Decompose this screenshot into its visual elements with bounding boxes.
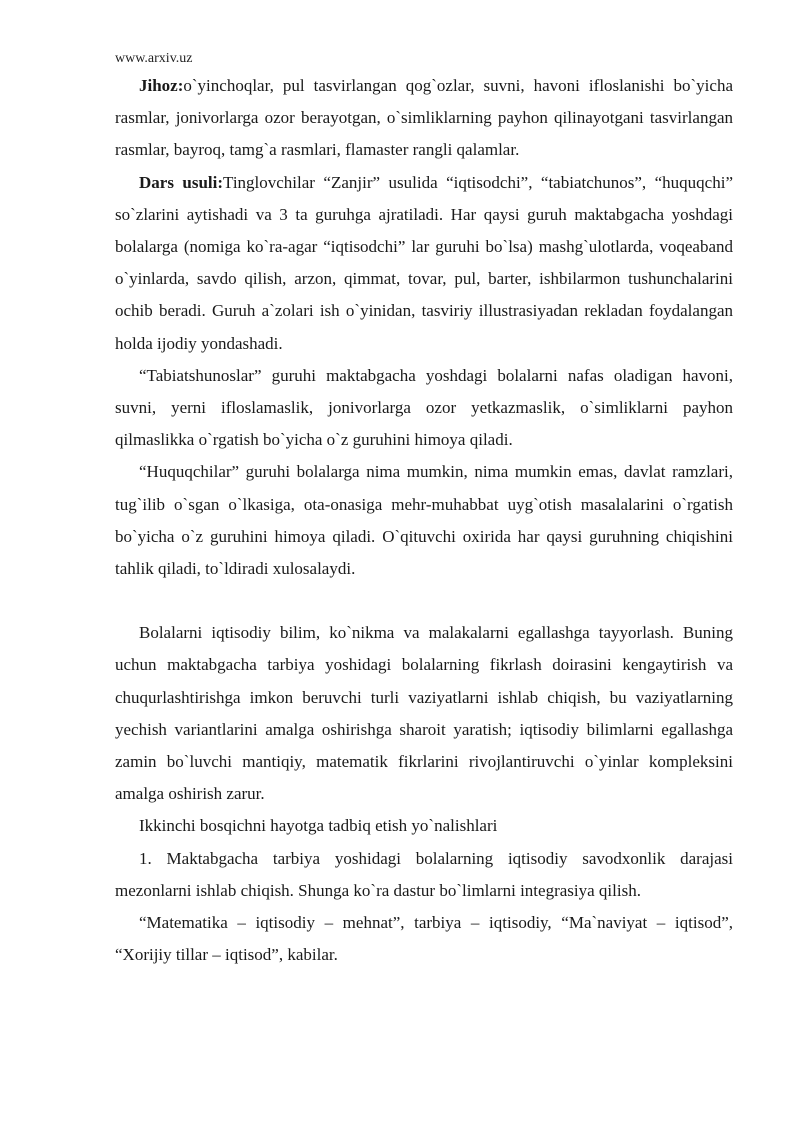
lesson-method-label: Dars usuli: <box>139 172 224 192</box>
paragraph-naturalists: “Tabiatshunoslar” guruhi maktabgacha yoshdagi bolalarni nafas oladigan havoni, suvni, yerni ifloslamaslik, jonivorlarga ozor yetkazmaslik, o`simliklarni payhon qilmaslikka o`rgatish bo`yicha o`z guruhini himoya qiladi. <box>115 365 733 450</box>
paragraph-equipment <box>115 70 733 167</box>
paragraph-list-item-1: 1. Maktabgacha tarbiya yoshidagi bolalarning iqtisodiy savodxonlik darajasi mezonlarni ishlab chiqish. Shunga ko`ra dastur bo`limlarni integrasiya qilish. <box>115 848 733 900</box>
site-url: www.arxiv.uz <box>115 51 193 66</box>
paragraph-integration-examples: “Matematika – iqtisodiy – mehnat”, tarbiya – iqtisodiy, “Ma`naviyat – iqtisod”, “Xorijiy tillar – iqtisod”, kabilar. <box>115 913 733 965</box>
document-body <box>115 70 733 971</box>
paragraph-economic-preparation: Bolalarni iqtisodiy bilim, ko`nikma va malakalarni egallashga tayyorlash. Buning uchun maktabgacha tarbiya yoshidagi bolalarning fikrlash doirasini kengaytirish va chuqurlashtirishga imkon beruvchi turli vaziyatlarni ishlab chiqish, bu vaziyatlarning yechish variantlarini amalga oshirishga sharoit yaratish; iqtisodiy bilimlarni egallashga zamin bo`luvchi mantiqiy, matematik fikrlarini rivojlantiruvchi o`yinlar kompleksini amalga oshirish zarur. <box>115 623 733 804</box>
paragraph-second-stage-heading: Ikkinchi bosqichni hayotga tadbiq etish yo`nalishlari <box>139 816 498 836</box>
paragraph-lawyers: “Huquqchilar” guruhi bolalarga nima mumkin, nima mumkin emas, davlat ramzlari, tug`ilib o`sgan o`lkasiga, ota-onasiga mehr-muhabbat uyg`otish masalalarini o`rgatish bo`yicha o`z guruhini himoya qiladi. O`qituvchi oxirida har qaysi guruhning chiqishini tahlik qiladi, to`ldiradi xulosalaydi. <box>115 462 733 579</box>
equipment-text: o`yinchoqlar, pul tasvirlangan qog`ozlar, suvni, havoni ifloslanishi bo`yicha rasmlar, jonivorlarga ozor berayotgan, o`simliklarning payhon qilinayotgani tasvirlangan rasmlar, bayroq, tamg`a rasmlari, flamaster rangli qalamlar. <box>115 76 733 160</box>
equipment-label: Jihoz: <box>139 76 184 95</box>
paragraph-lesson-method <box>115 167 733 360</box>
lesson-method-text: Tinglovchilar “Zanjir” usulida “iqtisodchi”, “tabiatchunos”, “huquqchi” so`zlarini aytishadi va 3 ta guruhga ajratiladi. Har qaysi guruh maktabgacha yoshdagi bolalarga (nomiga ko`ra-agar “iqtisodchi” lar guruhi bo`lsa) mashg`ulotlarda, voqeaband o`yinlarda, savdo qilish, arzon, qimmat, tovar, pul, barter, ishbilarmon tushunchalarini ochib beradi. Guruh a`zolari ish o`yinidan, tasviriy illustrasiyadan rekladan foydalangan holda ijodiy yondashadi. <box>115 172 733 353</box>
